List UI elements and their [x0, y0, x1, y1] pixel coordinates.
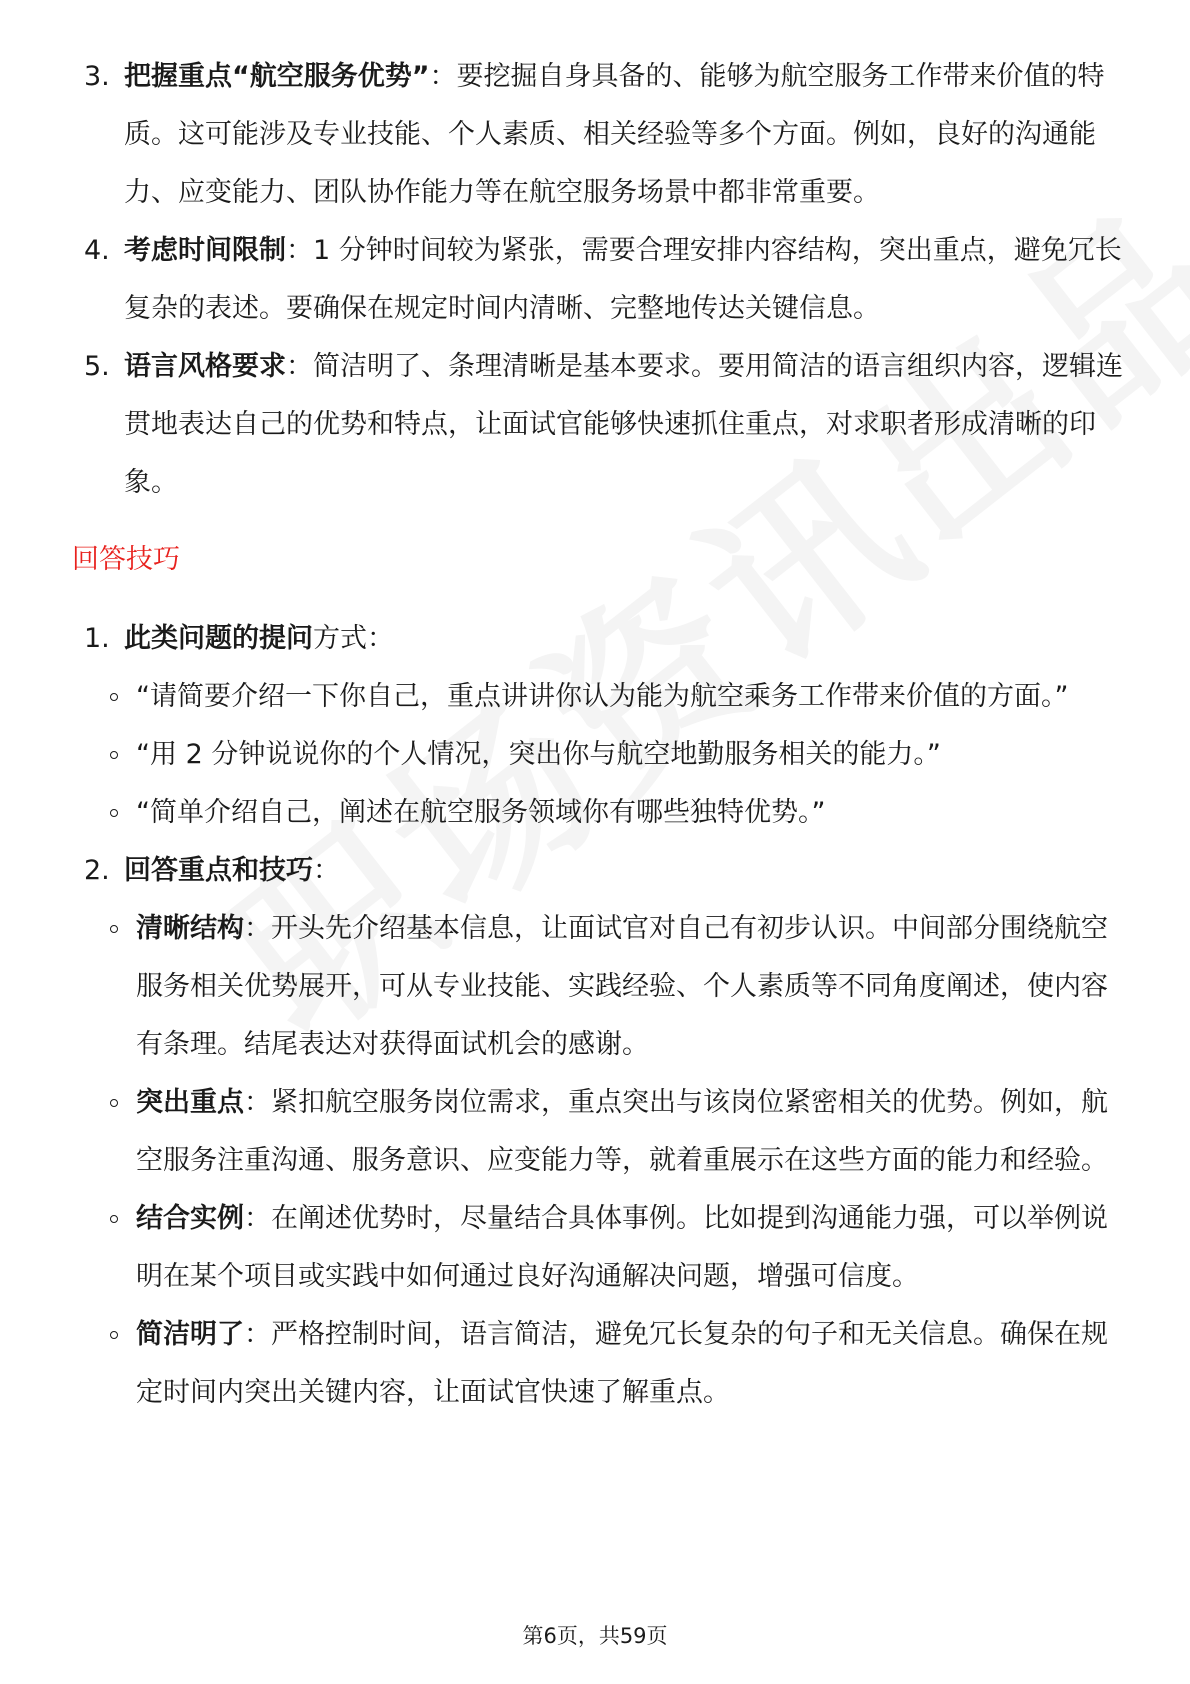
circle-bullet-icon: [110, 1099, 118, 1107]
circle-bullet-icon: [110, 693, 118, 701]
sub-item-text: ：在阐述优势时，尽量结合具体事例。比如提到沟通能力强，可以举例说明在某个项目或实践中如何通过良好沟通解决问题，增强可信度。: [136, 1203, 1108, 1292]
sub-item-text: “请简要介绍一下你自己，重点讲讲你认为能为航空乘务工作带来价值的方面。”: [136, 681, 1069, 712]
item-text: ：要挖掘自身具备的、能够为航空服务工作带来价值的特质。这可能涉及专业技能、个人素质、相关经验等多个方面。例如，良好的沟通能力、应变能力、团队协作能力等在航空服务场景中都非常重要。: [124, 61, 1105, 208]
list-number: 1.: [84, 623, 110, 654]
list-item: [84, 222, 1124, 338]
sub-item-title: 简洁明了: [136, 1319, 244, 1350]
sub-list-item: [44, 1190, 1124, 1306]
list-number: 5.: [84, 351, 110, 382]
item-title: 把握重点“航空服务优势”: [124, 61, 430, 92]
list-item: [84, 338, 1124, 512]
circle-bullet-icon: [110, 1331, 118, 1339]
item-text: ：: [313, 855, 340, 886]
circle-bullet-icon: [110, 809, 118, 817]
list-number: 3.: [84, 61, 110, 92]
item-text: 方式：: [313, 623, 394, 654]
sub-item-text: “简单介绍自己，阐述在航空服务领域你有哪些独特优势。”: [136, 797, 826, 828]
item-title: 回答重点和技巧: [124, 855, 313, 886]
list-number: 4.: [84, 235, 110, 266]
item-title: 语言风格要求: [124, 351, 286, 382]
item-title: 此类问题的提问: [124, 623, 313, 654]
sub-item-text: ：紧扣航空服务岗位需求，重点突出与该岗位紧密相关的优势。例如，航空服务注重沟通、服务意识、应变能力等，就着重展示在这些方面的能力和经验。: [136, 1087, 1108, 1176]
list-item: [84, 842, 1124, 900]
page-number: 第6页，共59页: [522, 1624, 668, 1648]
sub-list-item: [44, 1306, 1124, 1422]
sub-list-item: [44, 784, 1124, 842]
sub-list-item: [44, 726, 1124, 784]
sub-list-item: [44, 900, 1124, 1074]
sub-list-item: [44, 668, 1124, 726]
circle-bullet-icon: [110, 751, 118, 759]
item-title: 考虑时间限制: [124, 235, 286, 266]
sub-item-title: 清晰结构: [136, 913, 244, 944]
section-heading: 回答技巧: [72, 544, 180, 575]
sub-item-title: 突出重点: [136, 1087, 244, 1118]
sub-item-text: “用 2 分钟说说你的个人情况，突出你与航空地勤服务相关的能力。”: [136, 739, 941, 770]
sub-item-text: ：开头先介绍基本信息，让面试官对自己有初步认识。中间部分围绕航空服务相关优势展开，可从专业技能、实践经验、个人素质等不同角度阐述，使内容有条理。结尾表达对获得面试机会的感谢。: [136, 913, 1108, 1060]
sub-list-item: [44, 1074, 1124, 1190]
tips-list: [84, 610, 1124, 1422]
list-item: [84, 48, 1124, 222]
item-text: ：简洁明了、条理清晰是基本要求。要用简洁的语言组织内容，逻辑连贯地表达自己的优势和特点，让面试官能够快速抓住重点，对求职者形成清晰的印象。: [124, 351, 1123, 498]
list-item: [84, 610, 1124, 668]
sub-item-text: ：严格控制时间，语言简洁，避免冗长复杂的句子和无关信息。确保在规定时间内突出关键内容，让面试官快速了解重点。: [136, 1319, 1108, 1408]
circle-bullet-icon: [110, 925, 118, 933]
list-number: 2.: [84, 855, 110, 886]
item-text: ：1 分钟时间较为紧张，需要合理安排内容结构，突出重点，避免冗长复杂的表述。要确保在规定时间内清晰、完整地传达关键信息。: [124, 235, 1122, 324]
requirements-list: [84, 48, 1124, 512]
sub-item-title: 结合实例: [136, 1203, 244, 1234]
circle-bullet-icon: [110, 1215, 118, 1223]
